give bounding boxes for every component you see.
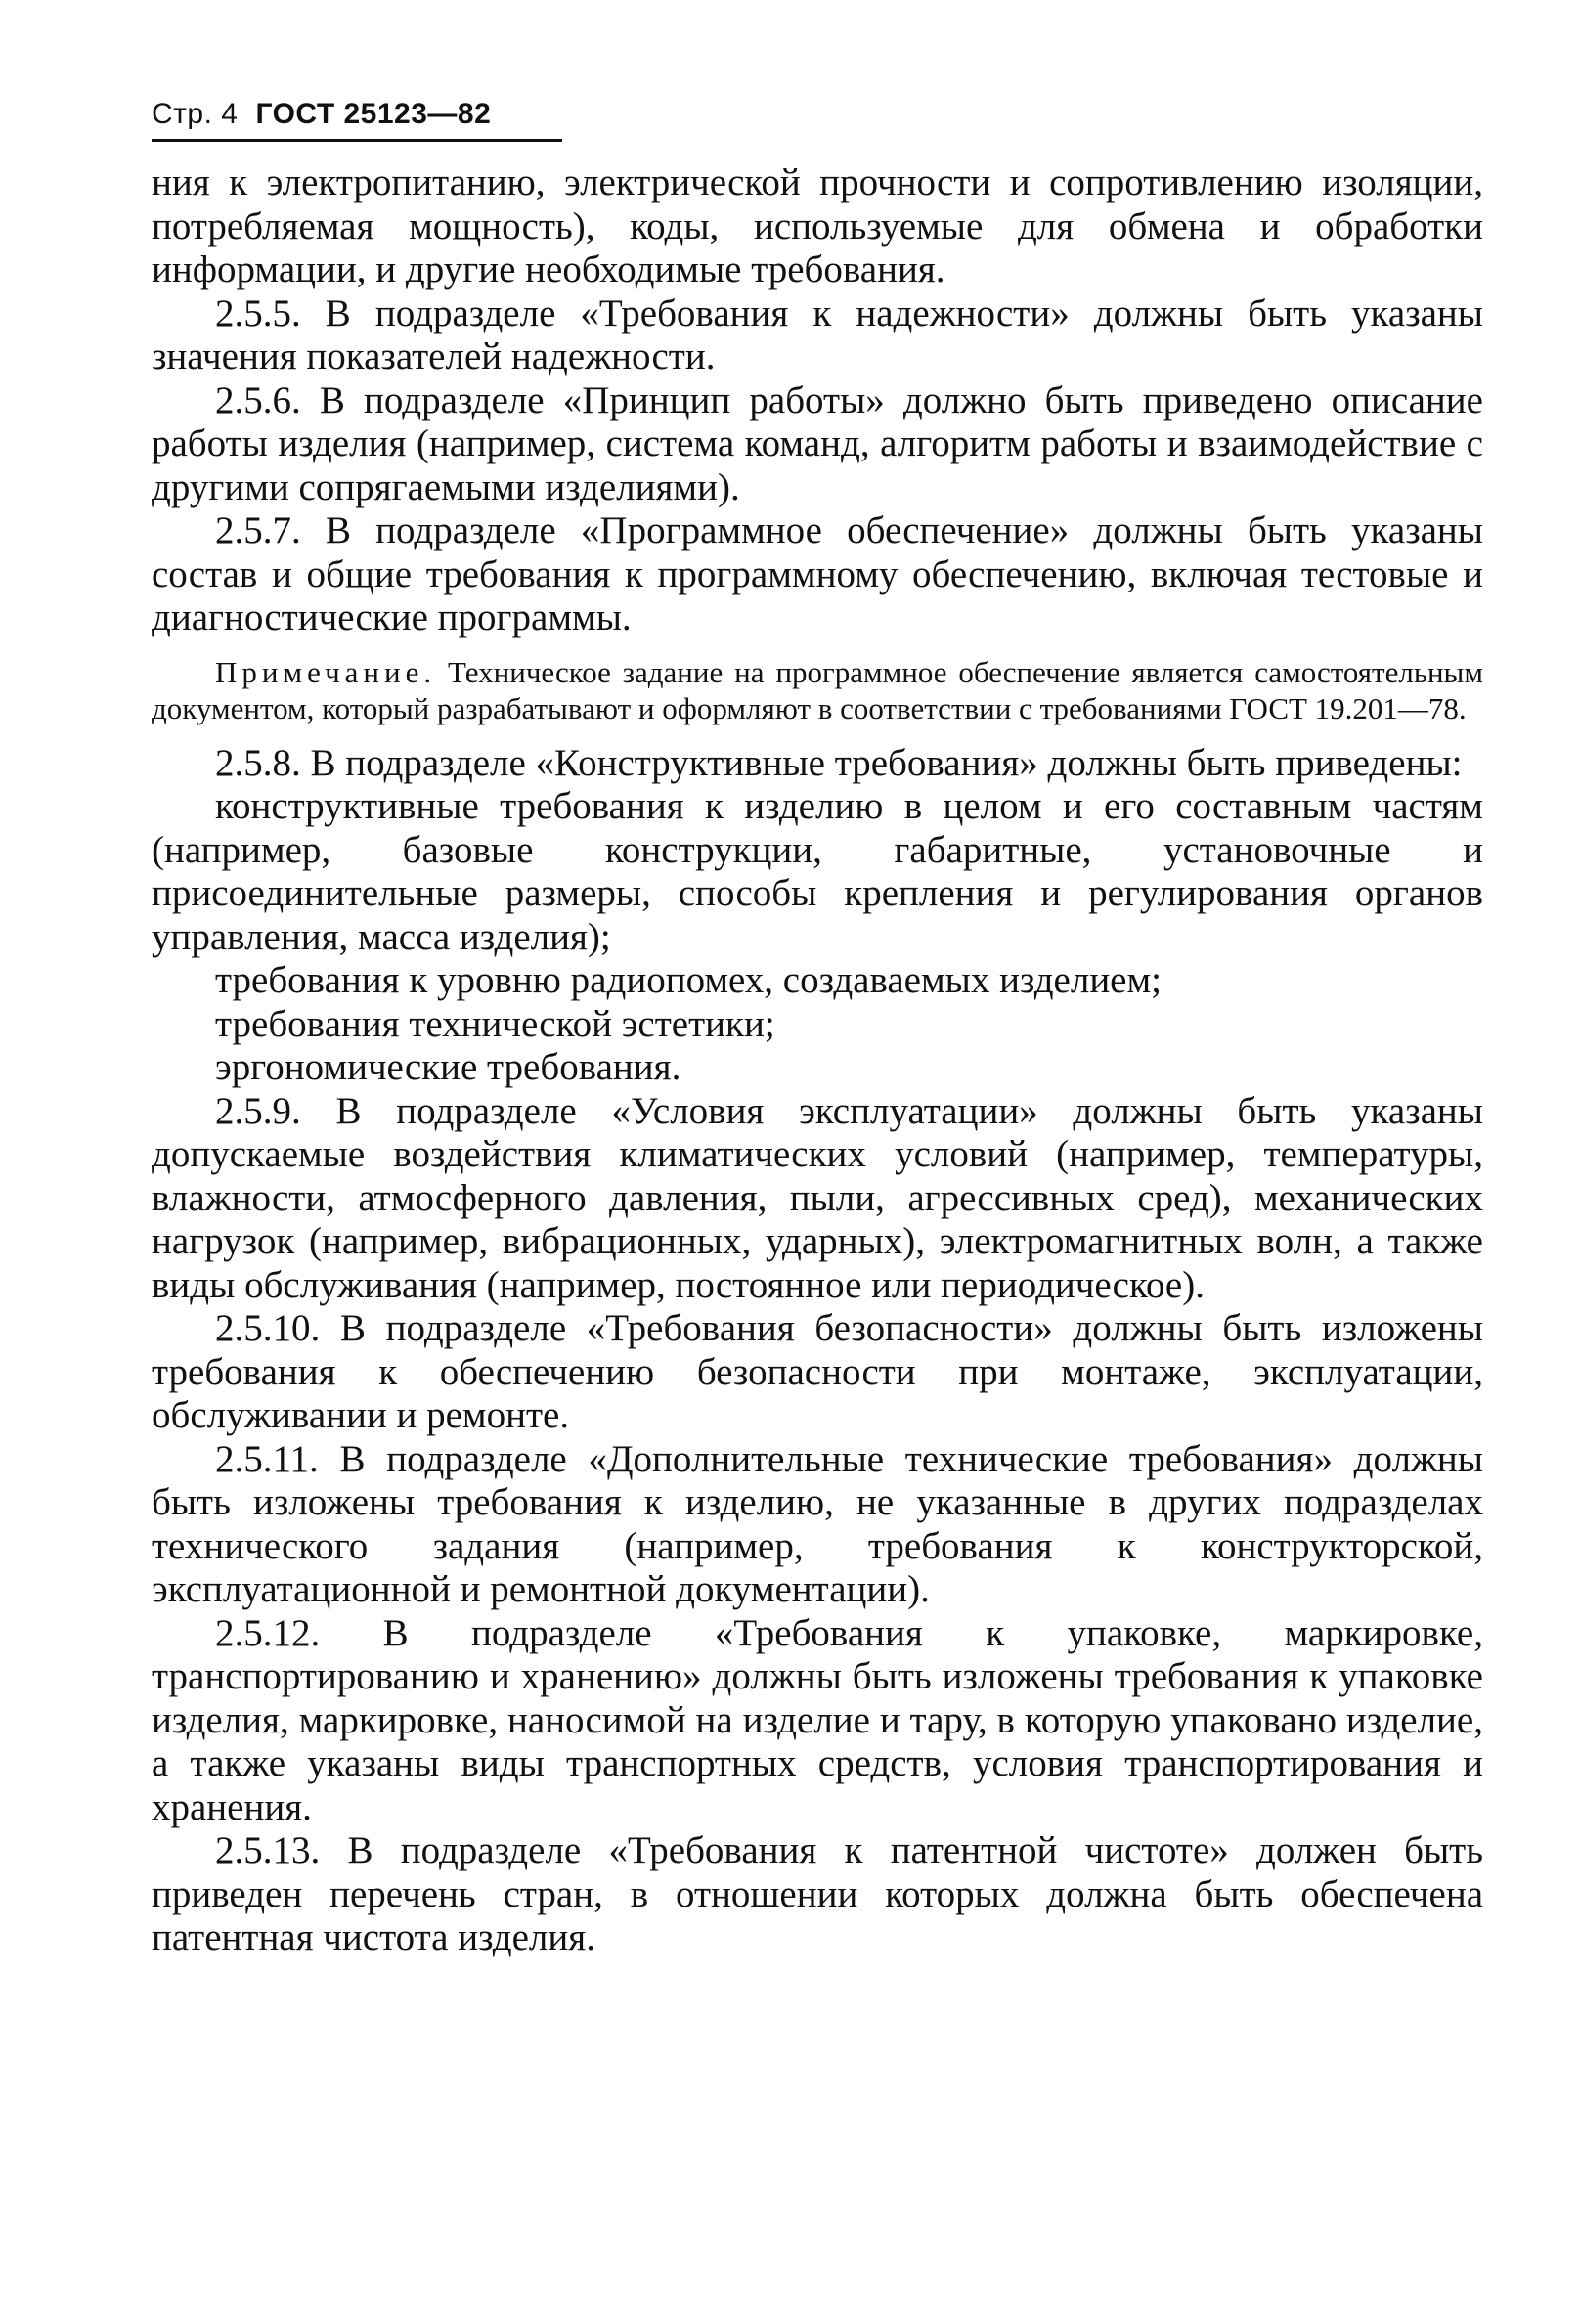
- standard-title: ГОСТ 25123—82: [255, 98, 492, 130]
- paragraph-2-5-8-item-2: требования к уровню радиопомех, создаваемых изделием;: [215, 959, 1163, 1001]
- note-text: Техническое задание на программное обеспечение является самостоятельным документом, который разрабатывают и оформляют в соответствии с требованиями ГОСТ 19.201—78.: [152, 654, 1483, 725]
- document-body: [152, 161, 1483, 1960]
- paragraph-2-5-9: 2.5.9. В подразделе «Условия эксплуатации» должны быть указаны допускаемые воздействия климатических условий (например, температуры, влажности, атмосферного давления, пыли, агрессивных сред), механических нагрузок (например, вибрационных, ударных), электромагнитных волн, а также виды обслуживания (например, постоянное или периодическое).: [152, 1089, 1483, 1306]
- paragraph-2-5-10: 2.5.10. В подразделе «Требования безопасности» должны быть изложены требования к обеспечению безопасности при монтаже, эксплуатации, обслуживании и ремонте.: [152, 1307, 1483, 1436]
- paragraph-2-5-8: 2.5.8. В подразделе «Конструктивные требования» должны быть приведены:: [215, 741, 1463, 784]
- page-number-label: Стр. 4: [152, 98, 239, 130]
- paragraph-2-5-6: 2.5.6. В подразделе «Принцип работы» должно быть приведено описание работы изделия (например, система команд, алгоритм работы и взаимодействие с другими сопрягаемыми изделиями).: [152, 378, 1483, 508]
- note: [152, 654, 1483, 726]
- paragraph-2-5-5: 2.5.5. В подразделе «Требования к надежности» должны быть указаны значения показателей надежности.: [152, 291, 1483, 377]
- document-page: [152, 98, 1483, 1960]
- paragraph-2-5-8-item-4: эргономические требования.: [215, 1046, 681, 1088]
- paragraph-continuation: ния к электропитанию, электрической прочности и сопротивлению изоляции, потребляемая мощность), коды, используемые для обмена и обработки информации, и другие необходимые требования.: [152, 161, 1483, 290]
- page-header: [152, 98, 562, 142]
- paragraph-2-5-7: 2.5.7. В подразделе «Программное обеспечение» должны быть указаны состав и общие требования к программному обеспечению, включая тестовые и диагностические программы.: [152, 509, 1483, 638]
- paragraph-2-5-11: 2.5.11. В подразделе «Дополнительные технические требования» должны быть изложены требования к изделию, не указанные в других подразделах технического задания (например, требования к конструкторской, эксплуатационной и ремонтной документации).: [152, 1437, 1483, 1610]
- paragraph-2-5-12: 2.5.12. В подразделе «Требования к упаковке, маркировке, транспортированию и хранению» должны быть изложены требования к упаковке изделия, маркировке, наносимой на изделие и тару, в которую упаковано изделие, а также указаны виды транспортных средств, условия транспортирования и хранения.: [152, 1611, 1483, 1828]
- paragraph-2-5-8-item-3: требования технической эстетики;: [215, 1002, 775, 1045]
- paragraph-2-5-13: 2.5.13. В подразделе «Требования к патентной чистоте» должен быть приведен перечень стран, в отношении которых должна быть обеспечена патентная чистота изделия.: [152, 1829, 1483, 1958]
- paragraph-2-5-8-item-1: конструктивные требования к изделию в целом и его составным частям (например, базовые конструкции, габаритные, установочные и присоединительные размеры, способы крепления и регулирования органов управления, масса изделия);: [152, 785, 1483, 958]
- note-label: Примечание.: [215, 654, 437, 689]
